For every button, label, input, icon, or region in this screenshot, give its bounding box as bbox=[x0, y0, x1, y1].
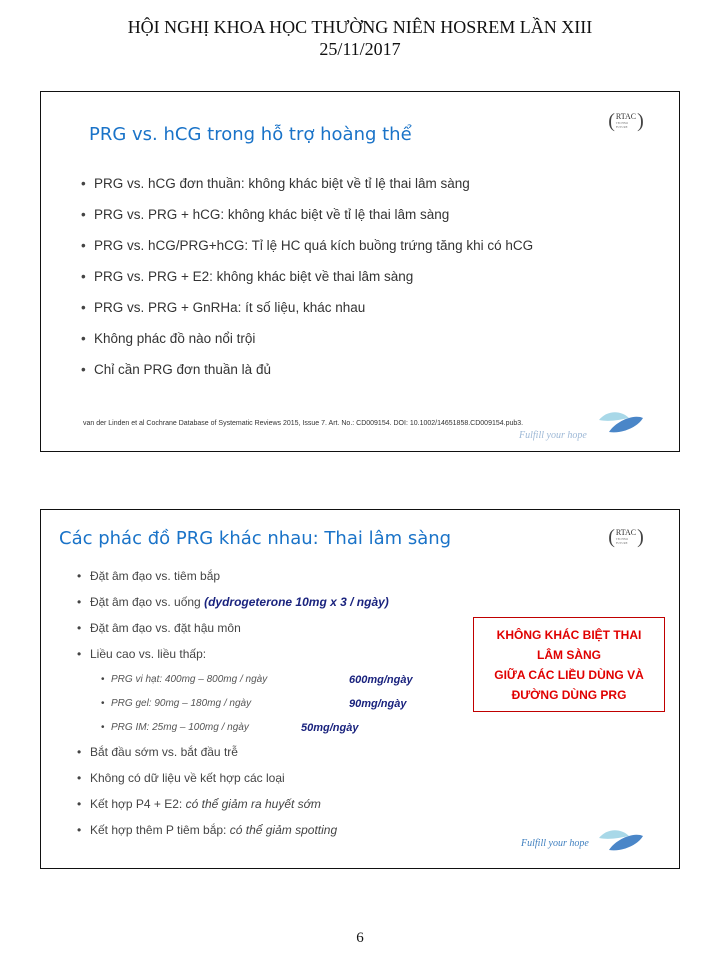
slide-title: PRG vs. hCG trong hỗ trợ hoàng thể bbox=[89, 124, 412, 145]
slide-1 bbox=[40, 91, 680, 452]
slide-tagline: Fulfill your hope bbox=[519, 430, 587, 441]
sub-list-item: • PRG IM: 25mg – 100mg / ngày 50mg/ngày bbox=[77, 718, 389, 742]
list-item: • PRG vs. hCG đơn thuần: không khác biệt về tỉ lệ thai lâm sàng bbox=[81, 176, 470, 191]
dose-value: 50mg/ngày bbox=[301, 722, 359, 734]
rtac-logo: ( RTAC TECHNO FUTURE ) bbox=[608, 110, 644, 132]
list-item: • Chỉ cần PRG đơn thuần là đủ bbox=[81, 362, 271, 377]
bullet-list bbox=[81, 174, 533, 391]
sub-list-item: • PRG vi hạt: 400mg – 800mg / ngày 600mg/ngày bbox=[77, 670, 389, 694]
dose-value: 90mg/ngày bbox=[349, 698, 407, 710]
list-item: • Kết hợp P4 + E2: có thể giảm ra huyết sớm bbox=[77, 797, 321, 811]
list-item: • PRG vs. PRG + E2: không khác biệt về thai lâm sàng bbox=[81, 269, 414, 284]
slide-tagline: Fulfill your hope bbox=[521, 838, 589, 849]
conference-date: 25/11/2017 bbox=[319, 39, 401, 59]
bullet-list bbox=[77, 566, 413, 846]
leaf-logo-icon bbox=[597, 408, 645, 434]
list-item: • Bắt đầu sớm vs. bắt đầu trễ bbox=[77, 745, 238, 759]
sub-list-item: • PRG gel: 90mg – 180mg / ngày 90mg/ngày bbox=[77, 694, 389, 718]
list-item: • Đặt âm đạo vs. đặt hậu môn bbox=[77, 621, 241, 635]
citation: van der Linden et al Cochrane Database of Systematic Reviews 2015, Issue 7. Art. No.: CD009154. DOI: 10.1002/14651858.CD009154.pub3. bbox=[83, 420, 524, 427]
list-item: • Đặt âm đạo vs. uống (dydrogeterone 10mg x 3 / ngày) bbox=[77, 595, 389, 609]
list-item: • PRG vs. hCG/PRG+hCG: Tỉ lệ HC quá kích buồng trứng tăng khi có hCG bbox=[81, 238, 534, 253]
conference-title: HỘI NGHỊ KHOA HỌC THƯỜNG NIÊN HOSREM LẦN XIII bbox=[127, 17, 593, 37]
page-number: 6 bbox=[356, 930, 364, 946]
conclusion-box: KHÔNG KHÁC BIỆT THAI LÂM SÀNG GIỮA CÁC LIỀU DÙNG VÀ ĐƯỜNG DÙNG PRG bbox=[473, 617, 665, 712]
page-header bbox=[0, 16, 720, 60]
list-item: • PRG vs. PRG + GnRHa: ít số liệu, khác nhau bbox=[81, 300, 366, 315]
leaf-logo-icon bbox=[597, 826, 645, 852]
list-item: • Không có dữ liệu về kết hợp các loại bbox=[77, 771, 285, 785]
dose-value: 600mg/ngày bbox=[349, 674, 413, 686]
list-item: • Liều cao vs. liều thấp: bbox=[77, 647, 207, 661]
slide-title: Các phác đồ PRG khác nhau: Thai lâm sàng bbox=[59, 528, 452, 549]
rtac-logo: ( RTAC TECHNO FUTURE ) bbox=[608, 526, 644, 548]
list-item: • PRG vs. PRG + hCG: không khác biệt về tỉ lệ thai lâm sàng bbox=[81, 207, 450, 222]
list-item: • Kết hợp thêm P tiêm bắp: có thể giảm spotting bbox=[77, 823, 338, 837]
slide-2 bbox=[40, 509, 680, 869]
list-item: • Không phác đồ nào nổi trội bbox=[81, 331, 256, 346]
list-item: • Đặt âm đạo vs. tiêm bắp bbox=[77, 569, 221, 583]
